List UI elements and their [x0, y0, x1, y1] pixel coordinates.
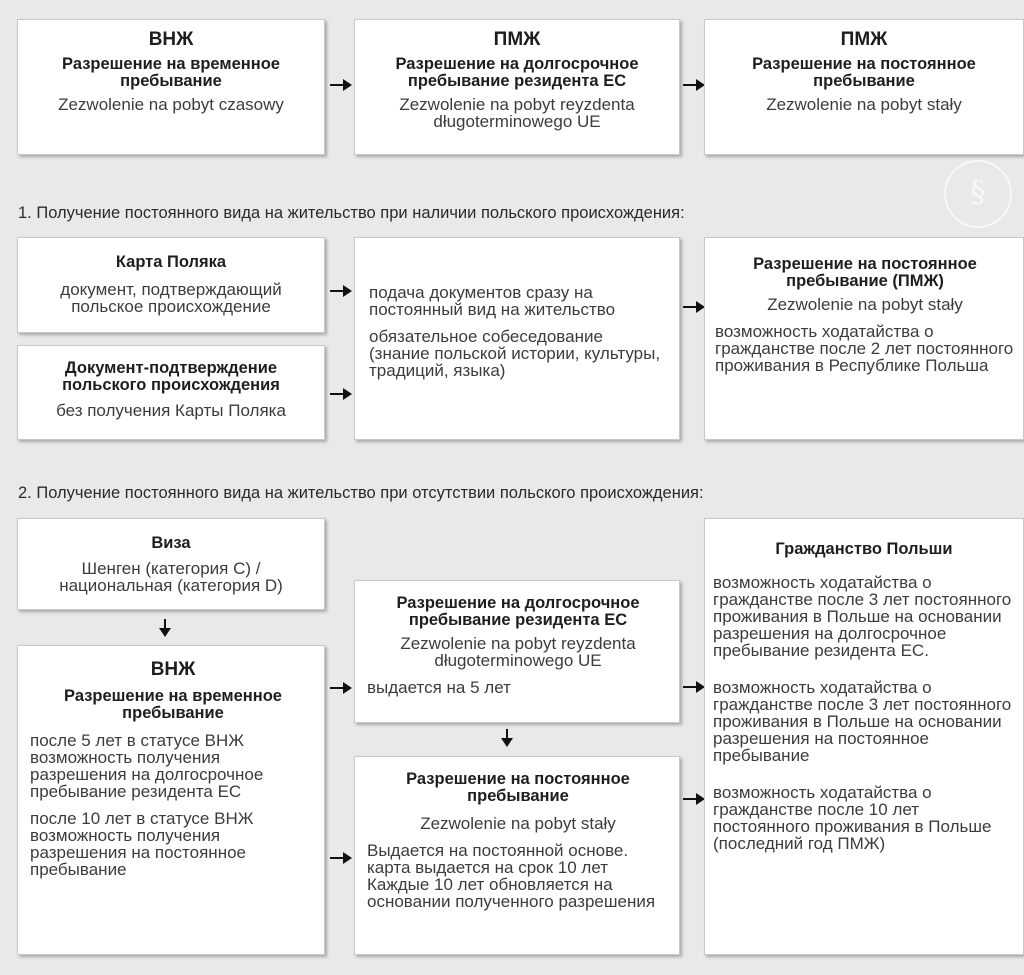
doc-confirm-box — [17, 345, 325, 440]
top-vnzh-abbr: ВНЖ — [148, 29, 194, 50]
top-vnzh-polish: Zezwolenie na pobyt czasowy — [58, 95, 284, 114]
result-title: Разрешение на постоянное пребывание (ПМЖ) — [753, 255, 977, 290]
vnzh2-box — [17, 645, 325, 955]
top-vnzh-box — [17, 19, 325, 155]
arrow-right-icon — [683, 300, 705, 314]
arrow-down-icon — [500, 729, 514, 747]
visa-box — [17, 518, 325, 610]
perm-text: Выдается на постоянной основе. карта выдается на срок 10 лет Каждые 10 лет обновляется на основании полученного разрешения — [367, 841, 656, 911]
eu-polish: Zezwolenie na pobyt reyzdenta długoterminowego UE — [400, 634, 636, 670]
arrow-right-icon — [330, 681, 352, 695]
vnzh2-title: Разрешение на временное пребывание — [64, 687, 282, 722]
process-line2: обязательное собеседование (знание польской истории, культуры, традиций, языка) — [369, 327, 661, 380]
karta-polyaka-box — [17, 237, 325, 333]
eu-text: выдается на 5 лет — [367, 678, 511, 697]
arrow-right-icon — [330, 78, 352, 92]
citizen-text1: возможность ходатайства о гражданстве после 3 лет постоянного проживания в Польше на основании разрешения на долгосрочное пребывание резидента ЕС. — [713, 573, 1012, 660]
perm-title: Разрешение на постоянное пребывание — [406, 770, 630, 805]
result-polish: Zezwolenie na pobyt stały — [767, 295, 963, 314]
doc-text: без получения Карты Поляка — [56, 401, 286, 420]
arrow-right-icon — [683, 78, 705, 92]
top-pmzh-abbr: ПМЖ — [840, 29, 888, 50]
doc-title: Документ-подтверждение польского происхождения — [62, 359, 280, 394]
top-pmzh-title: Разрешение на постоянное пребывание — [752, 55, 976, 90]
top-pmzh-eu-box — [354, 19, 680, 155]
citizen-text3: возможность ходатайства о гражданстве после 10 лет постоянного проживания в Польше (последний год ПМЖ) — [713, 783, 992, 853]
arrow-down-icon — [158, 619, 172, 637]
citizen-text2: возможность ходатайства о гражданстве после 3 лет постоянного проживания в Польше на основании разрешения на постоянное пребывание — [713, 678, 1012, 765]
top-pmzh-eu-polish: Zezwolenie na pobyt reyzdenta długoterminowego UE — [399, 95, 635, 131]
arrow-right-icon — [330, 851, 352, 865]
perm-polish: Zezwolenie na pobyt stały — [420, 814, 616, 833]
karta-title: Карта Поляка — [115, 253, 227, 271]
citizen-title: Гражданство Польши — [775, 540, 953, 558]
visa-title: Виза — [151, 534, 191, 552]
process-line1: подача документов сразу на постоянный вид на жительство — [369, 283, 616, 319]
citizenship-box — [704, 518, 1024, 955]
arrow-right-icon — [683, 680, 705, 694]
top-pmzh-polish: Zezwolenie na pobyt stały — [766, 95, 962, 114]
perm-box — [354, 756, 680, 955]
arrow-right-icon — [683, 792, 705, 806]
vnzh2-abbr: ВНЖ — [150, 659, 196, 680]
eu-resident-box — [354, 580, 680, 723]
eu-title: Разрешение на долгосрочное пребывание резидента ЕС — [396, 594, 640, 629]
top-pmzh-eu-title: Разрешение на долгосрочное пребывание резидента ЕС — [395, 55, 639, 90]
vnzh2-text1: после 5 лет в статусе ВНЖ возможность получения разрешения на долгосрочное пребывание резидента ЕС — [30, 731, 264, 801]
logo-icon: § — [944, 160, 1012, 228]
visa-text: Шенген (категория С) / национальная (категория D) — [59, 559, 283, 595]
section2-heading: 2. Получение постоянного вида на жительство при отсутствии польского происхождения: — [18, 484, 704, 502]
top-vnzh-title: Разрешение на временное пребывание — [62, 55, 280, 90]
result-text: возможность ходатайства о гражданстве после 2 лет постоянного проживания в Республике Польша — [715, 322, 1014, 375]
arrow-right-icon — [330, 284, 352, 298]
section1-heading: 1. Получение постоянного вида на жительство при наличии польского происхождения: — [18, 204, 685, 222]
top-pmzh-eu-abbr: ПМЖ — [493, 29, 541, 50]
arrow-right-icon — [330, 387, 352, 401]
karta-text: документ, подтверждающий польское происхождение — [60, 280, 282, 316]
vnzh2-text2: после 10 лет в статусе ВНЖ возможность получения разрешения на постоянное пребывание — [30, 809, 254, 879]
process-box — [354, 237, 680, 440]
result-pmzh-box — [704, 237, 1024, 440]
top-pmzh-box — [704, 19, 1024, 155]
